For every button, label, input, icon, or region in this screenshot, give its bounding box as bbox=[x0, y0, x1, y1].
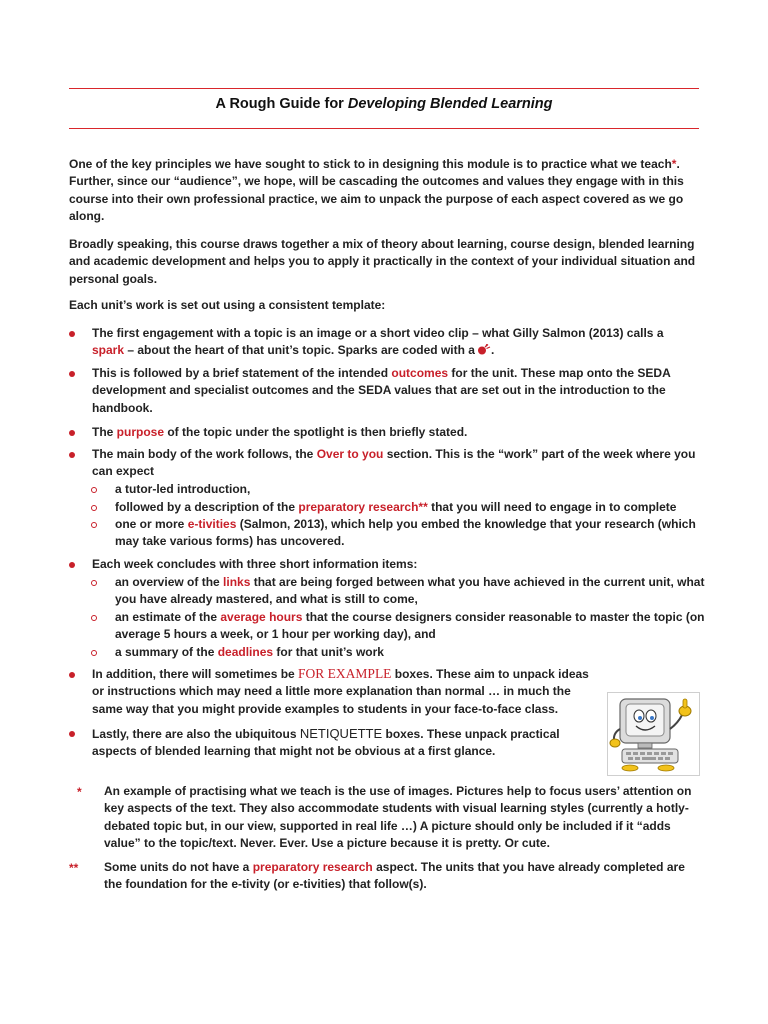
b4s3-text-2: (Salmon, 2013), which help you embed the knowledge that your research (which may take various forms) has uncovered. bbox=[115, 517, 696, 549]
intro-p1-text: One of the key principles we have sought to stick to in designing this module is to practice what we teach bbox=[69, 157, 672, 171]
footnote-ref-star: * bbox=[671, 157, 677, 171]
b4s2-text: followed by a description of the bbox=[115, 500, 299, 514]
b1-end: . bbox=[490, 343, 495, 358]
computer-mascot-icon bbox=[608, 693, 699, 775]
footnote-mark-2: ** bbox=[69, 861, 79, 875]
bottom-rule bbox=[69, 128, 699, 129]
b5s3-text-2: for that unit’s work bbox=[273, 645, 384, 659]
bullet-dot bbox=[69, 562, 75, 568]
intro-p1-rest: . Further, since our “audience”, we hope, will be cascading the outcomes and values they engage with in this course into their own professional practice, we aim to unpack the purpose of each aspect covered as we go along. bbox=[69, 157, 684, 224]
footnote-mark-1: * bbox=[77, 785, 82, 799]
b4s2-text-2: that you will need to engage in to complete bbox=[427, 500, 677, 514]
b5s1-text: an overview of the bbox=[115, 575, 224, 589]
b1-text: The first engagement with a topic is an image or a short video clip – what Gilly Salmon (2013) calls a bbox=[92, 326, 664, 340]
bullet-dot bbox=[69, 331, 75, 337]
b4s3-red: e-tivities bbox=[187, 517, 237, 531]
sub-bullet-preparatory-research bbox=[115, 499, 705, 516]
b1-spark-word: spark bbox=[92, 343, 125, 358]
b7-netiquette-word: NETIQUETTE bbox=[299, 726, 383, 741]
bullet-dot bbox=[69, 731, 75, 737]
sub-bullet-circle bbox=[91, 487, 97, 493]
b5s3-text: a summary of the bbox=[115, 645, 218, 659]
b4-text-2: section. This is the “work” part of the week where you can expect bbox=[92, 447, 696, 479]
b6-text: In addition, there will sometimes be bbox=[92, 667, 299, 681]
sub-bullet-deadlines bbox=[115, 644, 705, 661]
sub-bullet-circle bbox=[91, 505, 97, 511]
intro-paragraph-2: Broadly speaking, this course draws together a mix of theory about learning, course design, blended learning and academic development and helps you to apply it practically in the context of your individual situation and personal goals. bbox=[69, 237, 696, 286]
page-title bbox=[69, 96, 699, 112]
bullet-for-example bbox=[92, 665, 592, 718]
bullet-dot bbox=[69, 371, 75, 377]
f2-text: Some units do not have a bbox=[104, 860, 253, 874]
top-rule bbox=[69, 88, 699, 89]
computer-mascot-image bbox=[607, 692, 700, 776]
intro-paragraph-1 bbox=[69, 156, 701, 226]
b2-text-2: for the unit. These map onto the SEDA development and specialist outcomes and the SEDA values that are set out in the introduction to the handbook. bbox=[92, 366, 671, 415]
b5s3-red: deadlines bbox=[217, 645, 274, 659]
bullet-info-items: Each week concludes with three short information items: bbox=[92, 557, 418, 571]
b3-purpose-word: purpose bbox=[116, 425, 165, 439]
b4s2-red: preparatory research** bbox=[298, 500, 428, 514]
spark-icon bbox=[477, 343, 491, 360]
b2-outcomes-word: outcomes bbox=[391, 366, 449, 380]
sub-bullet-circle bbox=[91, 580, 97, 586]
f2-text-2: aspect. The units that you have already completed are the foundation for the e-tivity (or e-tivities) that follow(s). bbox=[104, 860, 685, 892]
sub-bullet-circle bbox=[91, 522, 97, 528]
bullet-purpose bbox=[92, 424, 704, 441]
b5s2-text-2: that the course designers consider reasonable to master the topic (on average 5 hours a week, or 1 hour per working day), and bbox=[115, 610, 705, 642]
b5s1-text-2: that are being forged between what you have achieved in the current unit, what you have already mastered, and what is still to come, bbox=[115, 575, 705, 607]
bullet-spark bbox=[92, 325, 704, 361]
b3-text: The bbox=[92, 425, 117, 439]
sub-bullet-links bbox=[115, 574, 705, 609]
bullet-over-to-you bbox=[92, 446, 704, 481]
b4s3-text: one or more bbox=[115, 517, 188, 531]
sub-bullet-circle bbox=[91, 615, 97, 621]
bullet-dot bbox=[69, 672, 75, 678]
b7-text: Lastly, there are also the ubiquitous bbox=[92, 727, 300, 741]
sub-bullet-circle bbox=[91, 650, 97, 656]
bullet-dot bbox=[69, 452, 75, 458]
b6-text-2: boxes. These aim to unpack ideas or instructions which may need a little more explanation than normal … in much the same way that you might provide examples to students in your face-to-face class. bbox=[92, 667, 589, 716]
b7-text-2: boxes. These unpack practical aspects of blended learning that might not be obvious at a first glance. bbox=[92, 727, 560, 759]
b5s2-text: an estimate of the bbox=[115, 610, 221, 624]
b5s1-red: links bbox=[223, 575, 251, 589]
sub-bullet-tutor-intro: a tutor-led introduction, bbox=[115, 482, 251, 496]
bullet-outcomes bbox=[92, 365, 704, 417]
b1-text-2: – about the heart of that unit’s topic. Sparks are coded with a bbox=[124, 343, 475, 358]
footnote-2 bbox=[104, 859, 704, 894]
b4-text: The main body of the work follows, the bbox=[92, 447, 317, 461]
sub-bullet-average-hours bbox=[115, 609, 705, 644]
b5s2-red: average hours bbox=[220, 610, 303, 624]
sub-bullet-etivities bbox=[115, 516, 705, 551]
b3-text-2: of the topic under the spotlight is then briefly stated. bbox=[164, 425, 468, 439]
b6-for-example-word: FOR EXAMPLE bbox=[298, 666, 392, 681]
b2-text: This is followed by a brief statement of the intended bbox=[92, 366, 392, 380]
title-prefix: A Rough Guide for bbox=[215, 96, 348, 112]
bullet-netiquette bbox=[92, 725, 572, 761]
intro-paragraph-3: Each unit’s work is set out using a consistent template: bbox=[69, 298, 386, 312]
title-italic: Developing Blended Learning bbox=[347, 96, 553, 112]
footnote-1: An example of practising what we teach is the use of images. Pictures help to focus users’ attention on key aspects of the text. They also accommodate students with visual learning styles (currently a hotly-debated topic but, in our view, supported in real life …) A picture should only be included if it “adds value” to the topic/text. Never. Ever. Use a picture because it is pretty. Or cute. bbox=[104, 784, 692, 851]
b4-over-to-you-word: Over to you bbox=[316, 447, 384, 461]
f2-red: preparatory research bbox=[252, 860, 373, 874]
bullet-dot bbox=[69, 430, 75, 436]
